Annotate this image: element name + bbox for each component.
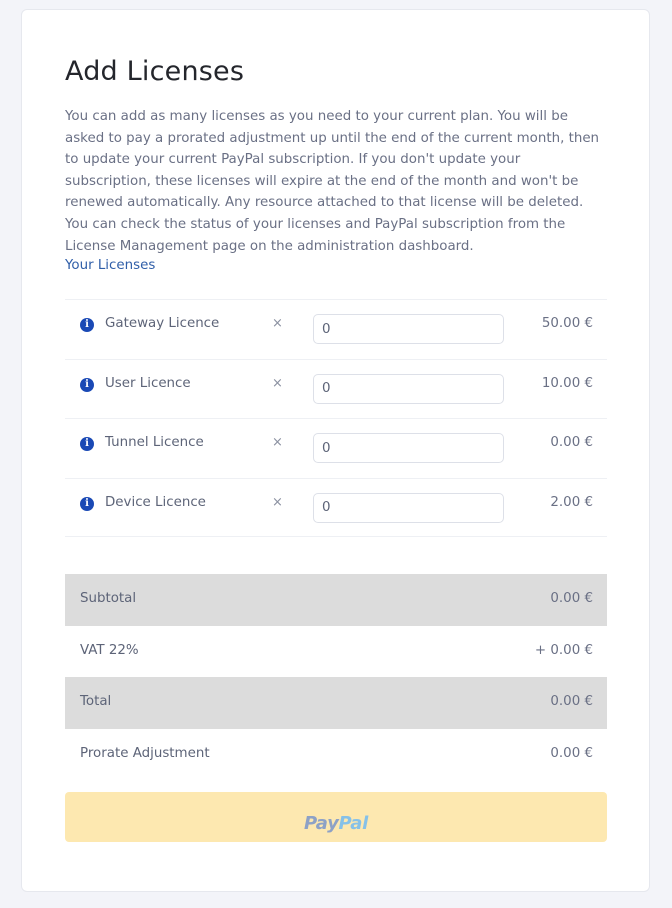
- prorate-row: [65, 729, 607, 781]
- license-price: 50.00 €: [541, 316, 593, 331]
- prorate-value: 0.00 €: [550, 745, 593, 761]
- subtotal-value: 0.00 €: [550, 591, 593, 606]
- subtotal-label: Subtotal: [80, 591, 137, 606]
- user-quantity-input[interactable]: [313, 374, 504, 404]
- license-row-gateway: [65, 299, 607, 359]
- license-price: 0.00 €: [550, 435, 593, 450]
- license-table: [65, 299, 607, 537]
- license-row-device: [65, 478, 607, 538]
- add-licenses-card: [21, 9, 650, 892]
- tunnel-quantity-input[interactable]: [313, 433, 504, 463]
- license-row-tunnel: [65, 418, 607, 478]
- paypal-button[interactable]: [65, 792, 607, 842]
- info-icon[interactable]: i: [80, 437, 94, 451]
- info-icon[interactable]: i: [80, 497, 94, 511]
- license-name: Device Licence: [105, 494, 206, 510]
- multiply-icon: ×: [272, 375, 283, 391]
- multiply-icon: ×: [272, 316, 283, 331]
- device-quantity-input[interactable]: [313, 493, 504, 523]
- license-name: Gateway Licence: [105, 316, 220, 331]
- license-row-user: [65, 359, 607, 419]
- license-name: User Licence: [105, 375, 191, 391]
- total-label: Total: [80, 694, 112, 709]
- license-price: 2.00 €: [550, 494, 593, 510]
- paypal-logo-pal: Pal: [338, 813, 368, 834]
- totals-table: [65, 574, 607, 780]
- your-licenses-link[interactable]: Your Licenses: [65, 258, 156, 273]
- vat-value: + 0.00 €: [534, 642, 593, 658]
- multiply-icon: ×: [272, 435, 283, 450]
- subtotal-row: [65, 574, 607, 626]
- total-row: [65, 677, 607, 729]
- paypal-logo-pay: Pay: [304, 813, 339, 834]
- paypal-logo: [304, 813, 368, 834]
- total-value: 0.00 €: [550, 694, 593, 709]
- gateway-quantity-input[interactable]: [313, 314, 504, 344]
- license-price: 10.00 €: [541, 375, 593, 391]
- vat-label: VAT 22%: [80, 642, 139, 658]
- multiply-icon: ×: [272, 494, 283, 510]
- license-name: Tunnel Licence: [105, 435, 204, 450]
- vat-row: [65, 626, 607, 678]
- prorate-label: Prorate Adjustment: [80, 745, 210, 761]
- info-icon[interactable]: i: [80, 318, 94, 332]
- page-title: Add Licenses: [65, 56, 245, 87]
- page-description: You can add as many licenses as you need to your current plan. You will be asked to pay a prorated adjustment up until the end of the current month, then to update your current PayPal subscription. If you don't update your subscription, these licenses will expire at the end of the month and won't be renewed automatically. Any resource attached to that license will be deleted. You can check the status of your licenses and PayPal subscription from the License Management page on the administration dashboard.: [65, 109, 600, 254]
- info-icon[interactable]: i: [80, 378, 94, 392]
